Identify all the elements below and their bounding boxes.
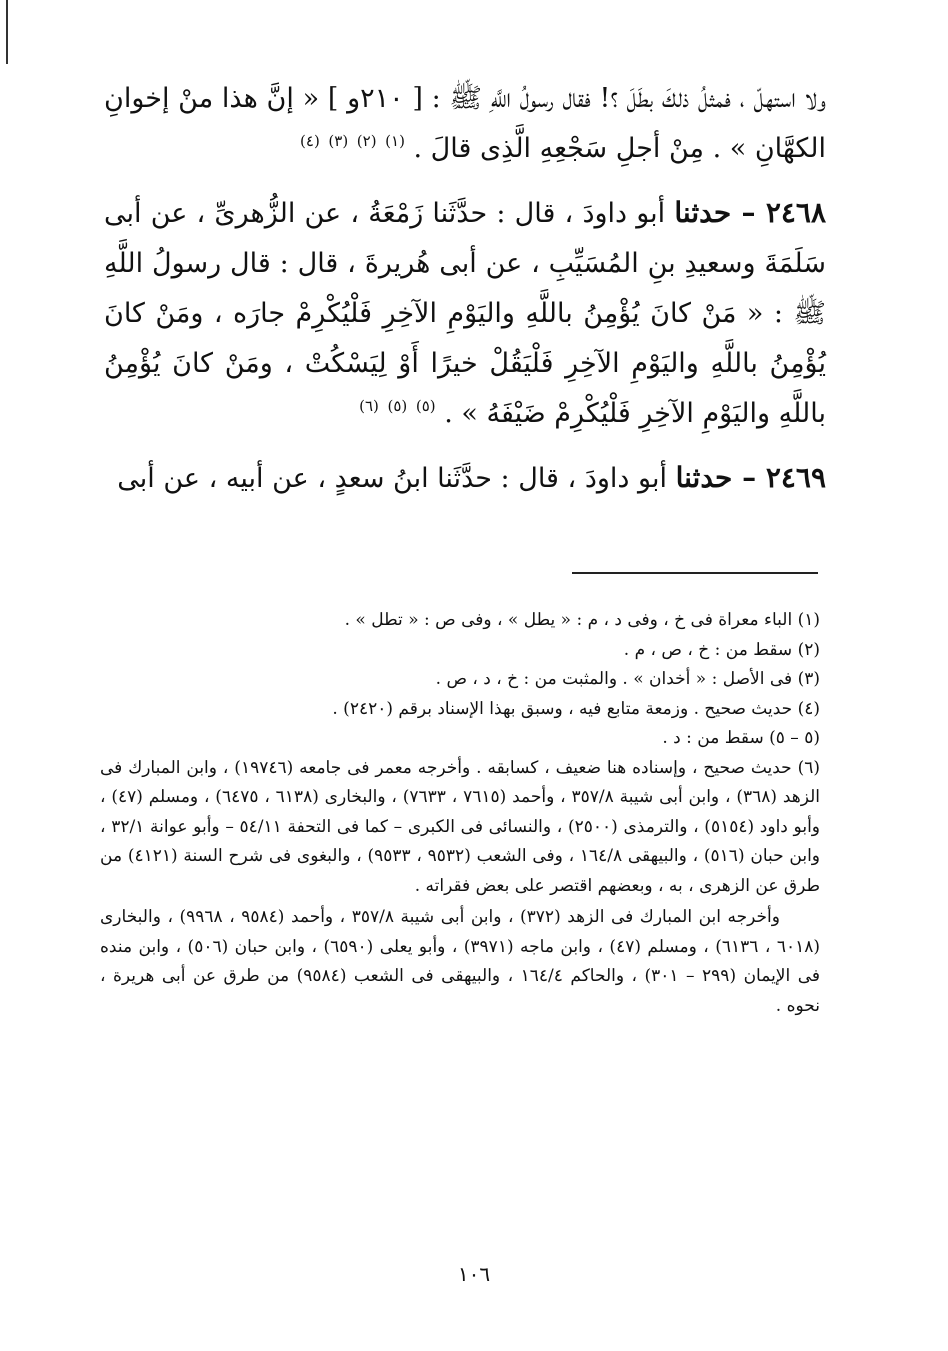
footnote-1: (١) الباء معراة فى خ ، وفى د ، م : « يطل » ، وفى ص : « تطل » . [344, 610, 820, 630]
footnote-5: (٥ – ٥) سقط من : د . [662, 728, 820, 748]
main-text [104, 74, 826, 504]
footnote-ref: (٣) [328, 132, 349, 150]
footnote-ref: (٦) [359, 397, 379, 415]
footnote-2: (٢) سقط من : خ ، ص ، م . [623, 639, 820, 660]
footnote-ref: (٥) [387, 397, 408, 415]
footnote-ref: (٢) [356, 132, 377, 150]
footnote-ref: (٥) [415, 397, 436, 415]
hadith-number: ٢٤٦٨ – حدثنا [674, 196, 826, 229]
paragraph-continuation [104, 74, 826, 174]
hadith-2468 [104, 188, 826, 439]
footnotes [100, 606, 820, 1021]
footnote-ref: (١) [385, 132, 405, 150]
hadith-text: أبو داودَ ، قال : حدَّثَنا ابنُ سعدٍ ، عن أبيه ، عن أبى [117, 463, 667, 494]
hadith-2469 [104, 453, 826, 504]
footnote-6: (٦) حديث صحيح ، وإسناده هنا ضعيف ، كسابقه . وأخرجه معمر فى جامعه (١٩٧٤٦) ، وابن المبارك فى الزهد (٣٦٨) ، وابن أبى شيبة ٣٥٧/٨ ، وأحمد (٧٦١٥ ، ٧٦٣٣) ، والبخارى (٦١٣٨ ، ٦٤٧٥) ، ومسلم (٤٧) ، وأبو داود (٥١٥٤) ، والترمذى (٢٥٠٠) ، والنسائى فى الكبرى – كما فى التحفة ٥٤/١١ – وأبو عوانة ٣٢/١ ، وابن حبان (٥١٦) ، والبيهقى ١٦٤/٨ ، وفى الشعب (٩٥٣٢ ، ٩٥٣٣) ، والبغوى فى شرح السنة (٤١٢١) من طرق عن الزهرى ، به ، وبعضهم اقتصر على بعض فقراته . [100, 757, 821, 896]
page-edge-line [6, 0, 8, 64]
hadith-text: أبو داودَ ، قال : حدَّثَنا زَمْعَةُ ، عن الزُّهرىِّ ، عن أبى سَلَمَةَ وسعيدِ بنِ المُسَيِّبِ ، عن أبى هُريرةَ ، قال : قال رسولُ اللَّهِ ﷺ : « مَنْ كانَ يُؤْمِنُ باللَّهِ واليَوْمِ الآخِرِ فَلْيُكْرِمْ جارَه ، ومَنْ كانَ يُؤْمِنُ باللَّهِ واليَوْمِ الآخِرِ فَلْيَقُلْ خيرًا أَوْ لِيَسْكُتْ ، ومَنْ كانَ يُؤْمِنُ باللَّهِ واليَوْمِ الآخِرِ فَلْيُكْرِمْ ضَيْفَهُ » . [104, 198, 826, 429]
page-number: ١٠٦ [457, 1262, 491, 1286]
footnote-3: (٣) فى الأصل : « أخدان » . والمثبت من : خ ، د ، ص . [435, 669, 820, 689]
hadith-number: ٢٤٦٩ – حدثنا [675, 461, 826, 494]
footnote-separator [572, 572, 818, 574]
footnote-4: (٤) حديث صحيح . وزمعة متابع فيه ، وسبق بهذا الإسناد برقم (٢٤٢٠) . [332, 698, 820, 719]
footnote-ref: (٤) [300, 132, 320, 150]
paragraph-text: ولا استهلّ ، فمثلُ ذلكَ بطَلَ ؟! فقال رسولُ اللَّهِ ﷺ : [ ٢١٠و ] « إنَّ هذا منْ إخوانِ الكهَّانِ » . مِنْ أجلِ سَجْعِهِ الَّذِى قالَ . [104, 83, 826, 164]
footnote-6-continuation: وأخرجه ابن المبارك فى الزهد (٣٧٢) ، وابن أبى شيبة ٣٥٧/٨ ، وأحمد (٩٥٨٤ ، ٩٩٦٨) ، والبخارى (٦٠١٨ ، ٦١٣٦) ، ومسلم (٤٧) ، وابن ماجه (٣٩٧١) ، وأبو يعلى (٦٥٩٠) ، وابن حبان (٥٠٦) ، وابن منده فى الإيمان (٢٩٩ – ٣٠١) ، والحاكم ١٦٤/٤ ، والبيهقى فى الشعب (٩٥٨٤) من طرق عن أبى هريرة ، نحوه . [100, 907, 821, 1016]
